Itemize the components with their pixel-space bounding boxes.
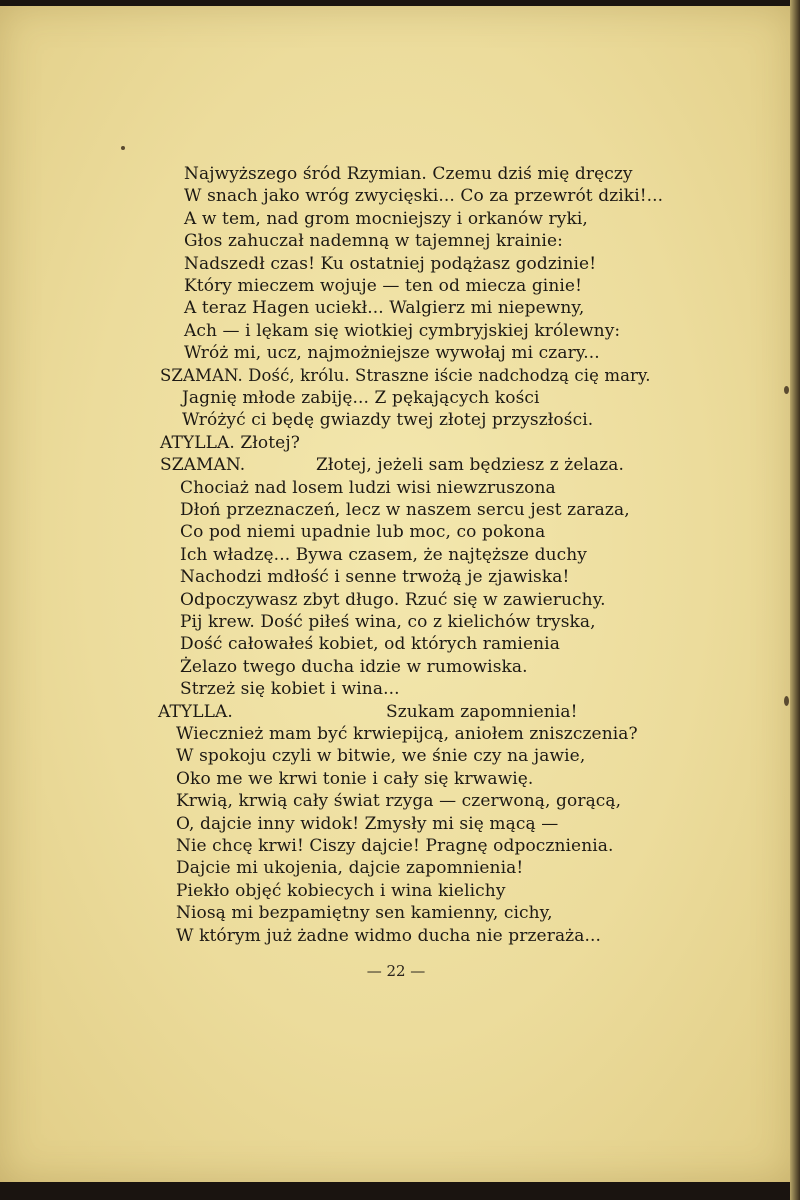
text-line: Chociaż nad losem ludzi wisi niewzruszona <box>180 477 556 498</box>
text-line: Głos zahuczał nademną w tajemnej krainie: <box>184 231 563 252</box>
text-line: Szukam zapomnienia! <box>386 701 578 722</box>
text-line: Dajcie mi ukojenia, dajcie zapomnienia! <box>176 858 524 879</box>
text-line: Dość całowałeś kobiet, od których ramienia <box>180 634 560 655</box>
text-line: Krwią, krwią cały świat rzyga — czerwoną, gorącą, <box>176 791 622 812</box>
text-line: Najwyższego śród Rzymian. Czemu dziś mię dręczy <box>184 164 633 184</box>
text-line: Żelazo twego ducha idzie w rumowiska. <box>180 656 528 677</box>
speaker-line-szaman: SZAMAN. Dość, królu. Straszne iście nadchodzą cię mary. <box>160 365 651 385</box>
text-line: Dłoń przeznaczeń, lecz w naszem sercu jest zaraza, <box>180 500 630 520</box>
book-page <box>0 6 792 1182</box>
text-line: Ich władzę... Bywa czasem, że najtęższe duchy <box>180 544 587 565</box>
text-line: Piekło objęć kobiecych i wina kielichy <box>176 880 506 901</box>
text-line: A w tem, nad grom mocniejszy i orkanów ryki, <box>184 208 588 229</box>
page-edge <box>790 0 800 1200</box>
text-line: Oko me we krwi tonie i cały się krwawię. <box>176 768 534 789</box>
page-text <box>0 6 792 1182</box>
text-line: Co pod niemi upadnie lub moc, co pokona <box>180 522 546 543</box>
text-line: Strzeż się kobiet i wina... <box>180 679 400 700</box>
speaker-line-atylla: ATYLLA. Złotej? <box>160 432 300 453</box>
text-line: Odpoczywasz zbyt długo. Rzuć się w zawieruchy. <box>180 589 606 610</box>
text-line: Nachodzi mdłość i senne trwożą je zjawiska! <box>180 567 570 588</box>
text-line: A teraz Hagen uciekł... Walgierz mi niepewny, <box>184 298 585 319</box>
text-line: Nie chcę krwi! Ciszy dajcie! Pragnę odpocznienia. <box>176 836 614 856</box>
paper-speck <box>121 146 125 150</box>
text-line: Wiecznież mam być krwiepijcą, aniołem zniszczenia? <box>176 724 638 744</box>
page-number: — 22 — <box>366 962 426 980</box>
text-line: Który mieczem wojuje — ten od miecza ginie! <box>184 276 583 296</box>
text-line: Pij krew. Dość piłeś wina, co z kielichów tryska, <box>180 612 596 632</box>
text-line: Jagnię młode zabiję... Z pękających kości <box>182 388 540 408</box>
speaker-name-szaman: SZAMAN. <box>160 455 246 476</box>
speaker-name-atylla: ATYLLA. <box>158 701 233 722</box>
text-line: Złotej, jeżeli sam będziesz z żelaza. <box>316 455 625 476</box>
text-line: Ach — i lękam się wiotkiej cymbryjskiej królewny: <box>184 320 621 341</box>
text-line: Nadszedł czas! Ku ostatniej podążasz godzinie! <box>184 253 597 274</box>
text-line: W którym już żadne widmo ducha nie przeraża... <box>176 925 601 946</box>
text-line: O, dajcie inny widok! Zmysły mi się mącą — <box>176 813 559 834</box>
text-line: W spokoju czyli w bitwie, we śnie czy na jawie, <box>176 746 586 767</box>
text-line: Wróżyć ci będę gwiazdy twej złotej przyszłości. <box>182 410 594 431</box>
text-line: W snach jako wróg zwycięski... Co za przewrót dziki!... <box>184 186 664 207</box>
text-line: Wróż mi, ucz, najmożniejsze wywołaj mi czary... <box>184 343 600 364</box>
text-line: Niosą mi bezpamiętny sen kamienny, cichy, <box>176 903 553 924</box>
paper-speck <box>784 386 789 394</box>
paper-speck <box>784 696 789 706</box>
